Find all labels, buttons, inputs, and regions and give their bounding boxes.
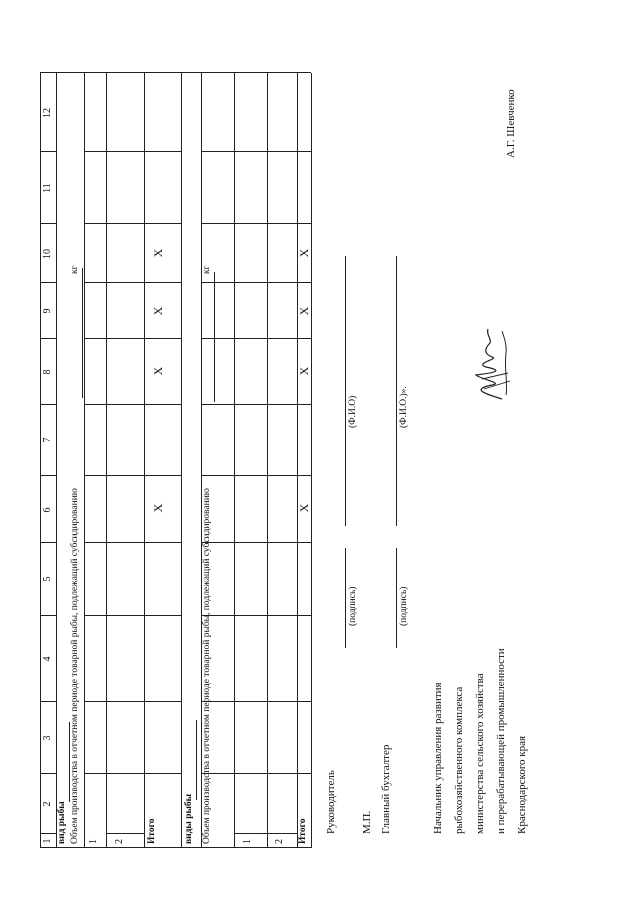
col-number-1: 1 — [42, 838, 53, 844]
section1-heading: вид рыбы — [57, 801, 67, 844]
col-number-7: 7 — [42, 437, 53, 443]
section1-total-mark-col9: X — [151, 306, 165, 316]
rotated-content — [40, 68, 600, 848]
col-number-9: 9 — [42, 308, 53, 314]
section1-total-label: Итого — [147, 818, 157, 844]
head-label: Руководитель — [325, 770, 337, 834]
section2-heading: виды рыбы — [184, 793, 194, 844]
handwritten-signature — [462, 323, 522, 403]
position-line-1: Начальник управления развития — [432, 682, 444, 834]
section1-row-1: 1 — [88, 839, 99, 844]
accountant-name-hint: (Ф.И.О.)». — [399, 386, 409, 428]
col-number-8: 8 — [42, 369, 53, 375]
section1-total-mark-col6: X — [151, 503, 165, 513]
position-line-4: и перерабатывающей промышленности — [495, 648, 507, 834]
section2-total-mark-col6: X — [297, 503, 311, 513]
accountant-signature-hint: (подпись) — [399, 586, 409, 626]
col-number-2: 2 — [42, 801, 53, 807]
section1-total-mark-col8: X — [151, 366, 165, 376]
signer-name: А.Г. Шевченко — [505, 89, 517, 158]
col-number-10: 10 — [42, 249, 53, 259]
section2-row-2: 2 — [274, 839, 285, 844]
position-line-3: министерства сельского хозяйства — [474, 673, 486, 834]
col-number-3: 3 — [42, 735, 53, 741]
section2-total-mark-col8: X — [297, 366, 311, 376]
col-number-12: 12 — [42, 108, 53, 118]
col-number-4: 4 — [42, 656, 53, 662]
head-name-hint: (Ф.И.О) — [348, 395, 358, 428]
section2-row-1: 1 — [242, 839, 253, 844]
position-line-5: Краснодарского края — [516, 735, 528, 834]
section1-total-mark-col10: X — [151, 248, 165, 258]
section2-total-label: Итого — [298, 818, 308, 844]
col-number-11: 11 — [42, 183, 53, 193]
section1-unit: кг — [70, 265, 80, 274]
section2-total-mark-col10: X — [297, 248, 311, 258]
section1-volume-text: Объем производства в отчетном периоде товарной рыбы, подлежащий субсидированию — [70, 488, 80, 844]
section2-unit: кг — [202, 265, 212, 274]
section2-volume-text: Объем производства в отчетном периоде товарной рыбы, подлежащий субсидированию — [202, 488, 212, 844]
col-number-5: 5 — [42, 576, 53, 582]
section1-row-2: 2 — [114, 839, 125, 844]
seal-label: М.П. — [361, 810, 373, 834]
section2-total-mark-col9: X — [297, 306, 311, 316]
accountant-label: Главный бухгалтер — [380, 744, 392, 834]
head-signature-hint: (подпись) — [348, 586, 358, 626]
position-line-2: рыбохозяйственного комплекса — [453, 686, 465, 834]
col-number-6: 6 — [42, 507, 53, 513]
